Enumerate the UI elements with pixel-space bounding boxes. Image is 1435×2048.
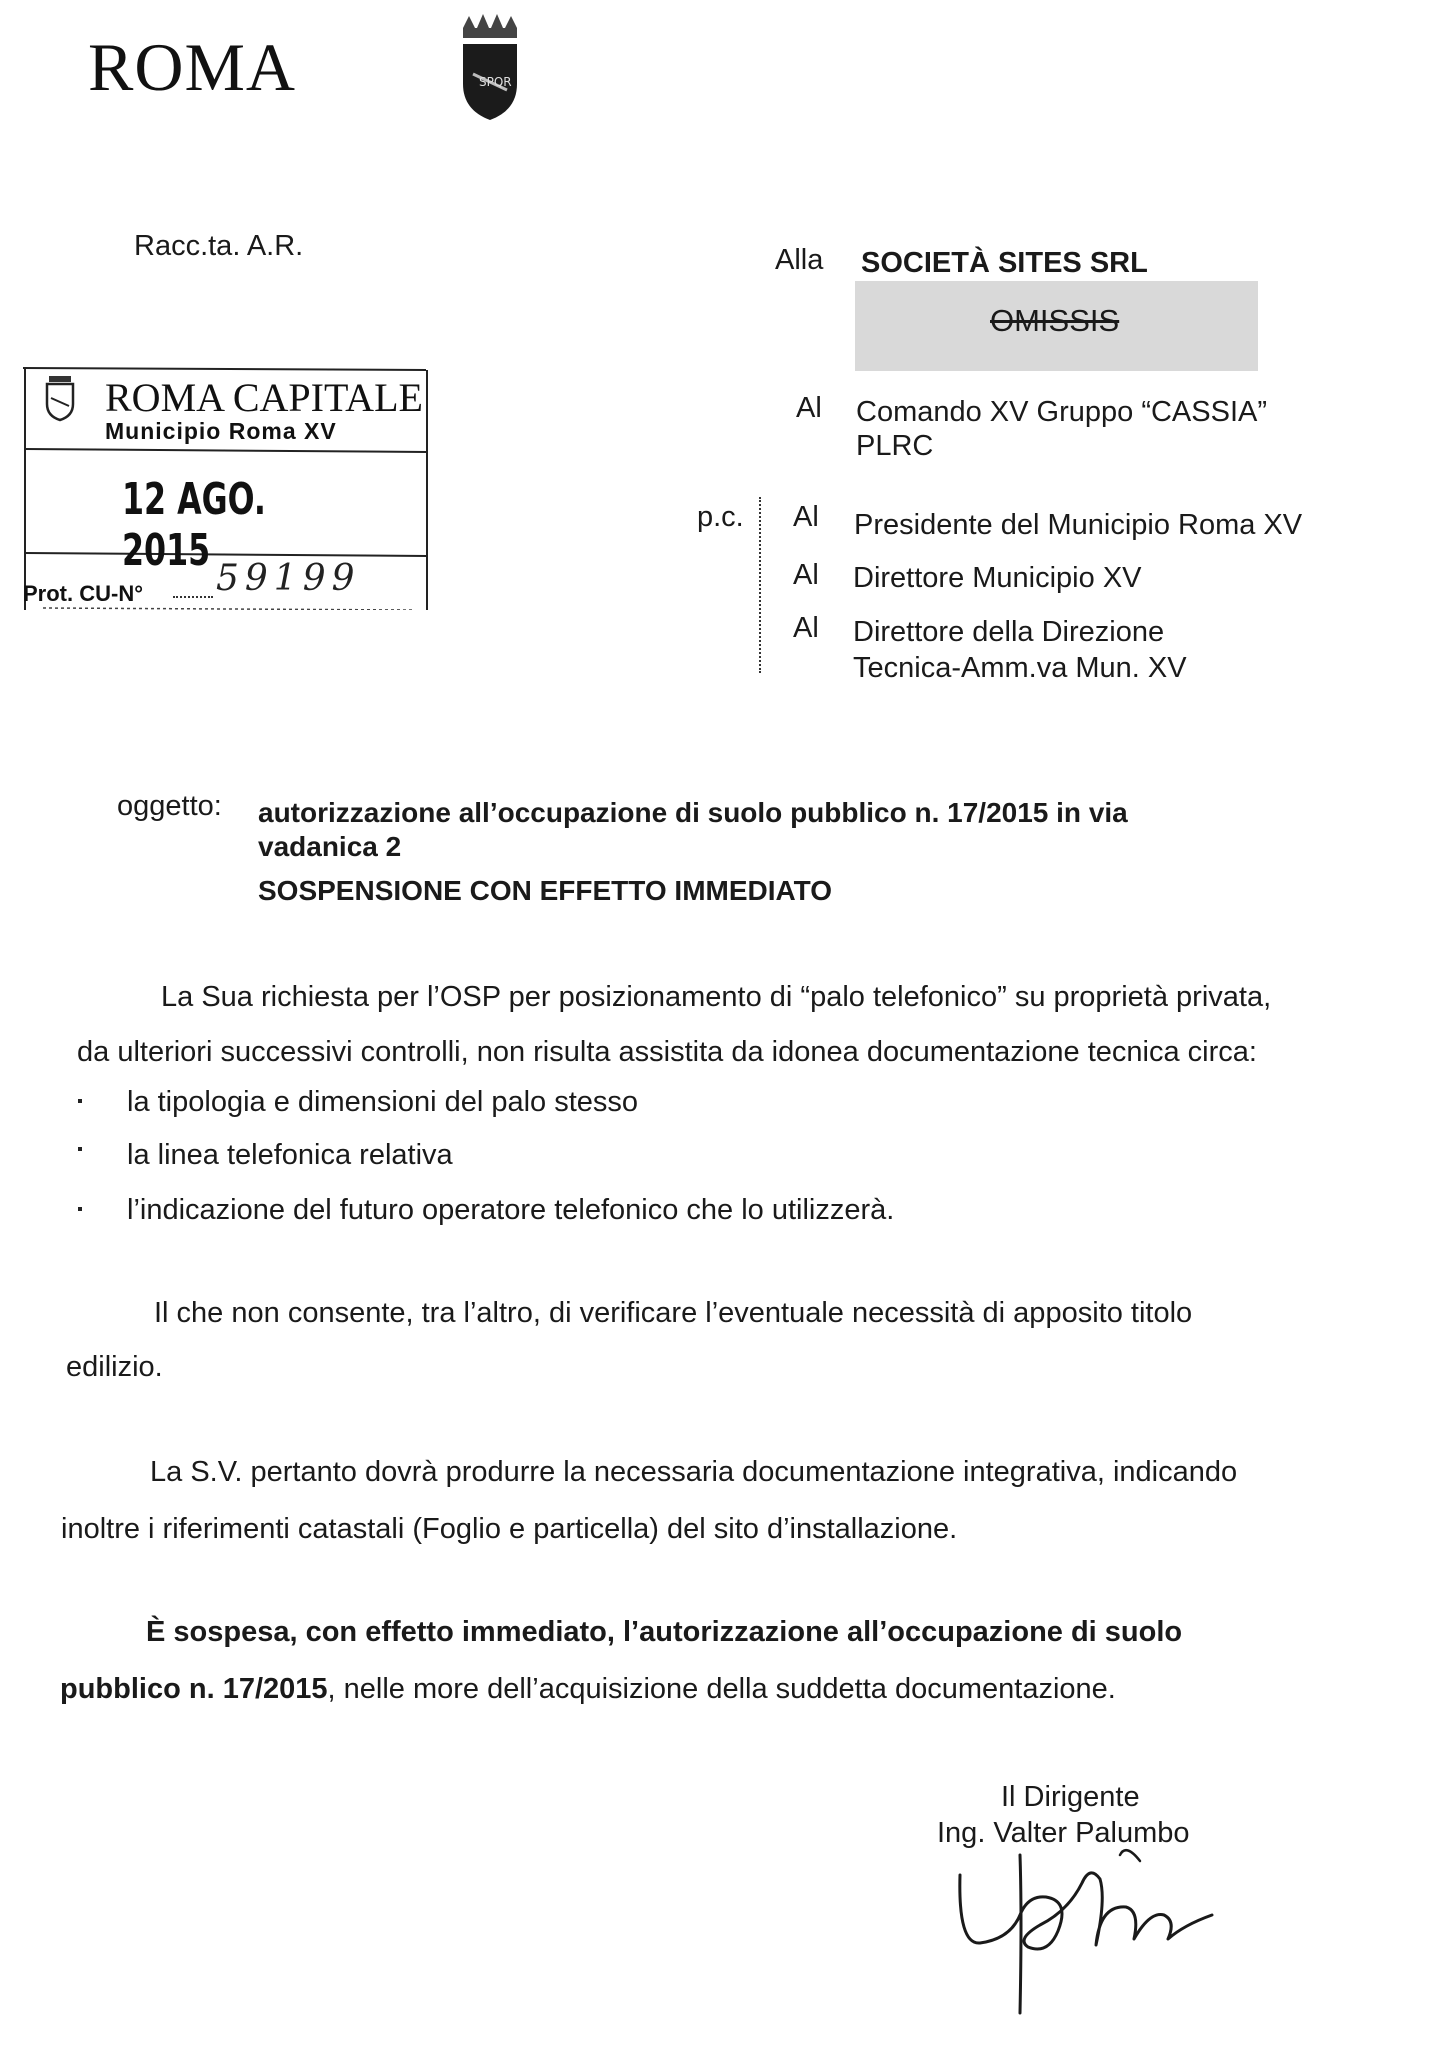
bullet-2-icon xyxy=(78,1147,82,1151)
pc-separator xyxy=(759,497,761,673)
subject-line2: vadanica 2 xyxy=(258,831,402,862)
stamp-protocol-dots xyxy=(173,596,213,598)
pc-label: p.c. xyxy=(697,501,744,533)
pc-prefix-3: Al xyxy=(793,612,819,644)
delivery-type: Racc.ta. A.R. xyxy=(134,230,304,262)
primary-prefix: Alla xyxy=(775,244,824,276)
emblem-text: SPQR xyxy=(479,75,512,89)
paragraph-3-line1: La S.V. pertanto dovrà produrre la necessaria documentazione integrativa, indicando xyxy=(150,1456,1238,1488)
stamp-emblem-icon xyxy=(43,374,77,422)
second-recipient-line1: Comando XV Gruppo “CASSIA” xyxy=(856,396,1268,428)
bullet-item-3: l’indicazione del futuro operatore telefonico che lo utilizzerà. xyxy=(127,1194,895,1226)
protocol-stamp xyxy=(23,366,428,610)
stamp-date: 12 AGO. 2015 xyxy=(122,474,266,576)
subject-line1: autorizzazione all’occupazione di suolo pubblico n. 17/2015 in via xyxy=(258,797,1128,828)
paragraph-4-line2 xyxy=(60,1672,1116,1706)
bullet-1-icon xyxy=(78,1099,82,1103)
city-title: ROMA xyxy=(88,29,297,105)
signature-role: Il Dirigente xyxy=(1001,1781,1140,1813)
pc-prefix-1: Al xyxy=(793,501,819,533)
stamp-protocol-label: Prot. CU-N° xyxy=(23,581,144,606)
bullet-item-1: la tipologia e dimensioni del palo stesso xyxy=(127,1086,639,1118)
paragraph-4-permit-ref: pubblico n. 17/2015 xyxy=(60,1673,328,1705)
pc-recipient-1: Presidente del Municipio Roma XV xyxy=(854,509,1303,541)
paragraph-1-line2: da ulteriori successivi controlli, non risulta assistita da idonea documentazione tecnica circa: xyxy=(77,1036,1257,1068)
paragraph-4-rest: , nelle more dell’acquisizione della suddetta documentazione. xyxy=(327,1673,1116,1705)
stamp-subtitle: Municipio Roma XV xyxy=(105,418,337,444)
pc-recipient-3-line2: Tecnica-Amm.va Mun. XV xyxy=(853,652,1187,684)
paragraph-2-line1: Il che non consente, tra l’altro, di verificare l’eventuale necessità di apposito titolo xyxy=(154,1297,1193,1329)
paragraph-1-line1: La Sua richiesta per l’OSP per posizionamento di “palo telefonico” su proprietà privata, xyxy=(161,981,1272,1013)
pc-recipient-3-line1: Direttore della Direzione xyxy=(853,616,1165,648)
signature-name: Ing. Valter Palumbo xyxy=(937,1817,1190,1849)
bullet-3-icon xyxy=(78,1207,82,1211)
subject-line3: SOSPENSIONE CON EFFETTO IMMEDIATO xyxy=(258,875,833,906)
second-recipient-line2: PLRC xyxy=(856,430,934,462)
redacted-text: OMISSIS xyxy=(990,303,1120,338)
bullet-item-2: la linea telefonica relativa xyxy=(127,1139,453,1171)
primary-recipient: SOCIETÀ SITES SRL xyxy=(861,247,1148,279)
pc-prefix-2: Al xyxy=(793,559,819,591)
paragraph-4-line1: È sospesa, con effetto immediato, l’autorizzazione all’occupazione di suolo xyxy=(146,1616,1183,1648)
paragraph-3-line2: inoltre i riferimenti catastali (Foglio e particella) del sito d’installazione. xyxy=(61,1513,958,1545)
roma-coat-of-arms-icon xyxy=(447,14,533,124)
stamp-title: ROMA CAPITALE xyxy=(105,375,423,420)
stamp-protocol-number: 59199 xyxy=(216,558,361,599)
pc-recipient-2: Direttore Municipio XV xyxy=(853,562,1142,594)
subject-label: oggetto: xyxy=(117,790,222,822)
second-prefix: Al xyxy=(796,392,822,424)
paragraph-2-line2: edilizio. xyxy=(66,1351,163,1383)
handwritten-signature xyxy=(950,1835,1220,2015)
